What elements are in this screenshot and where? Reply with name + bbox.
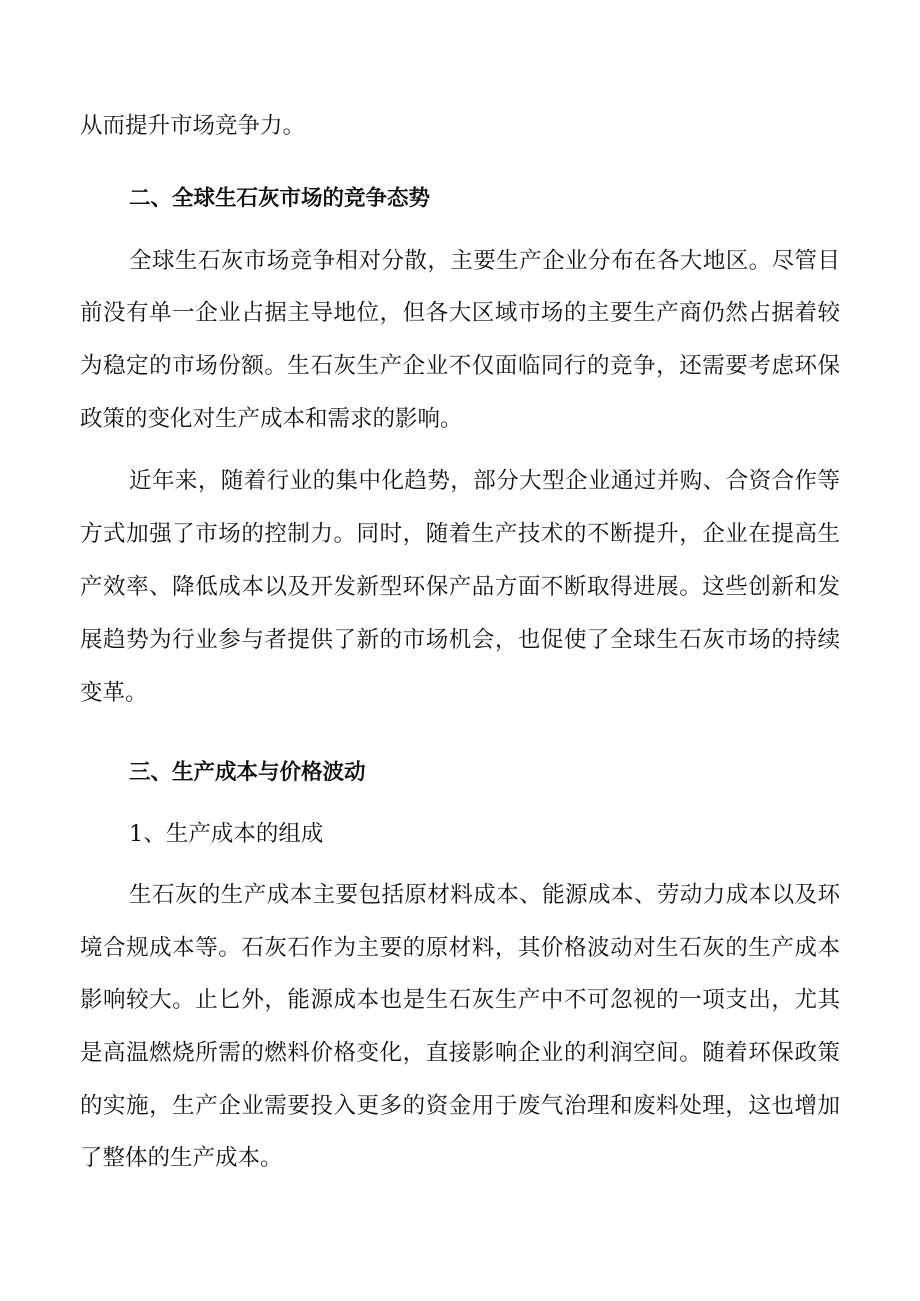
s2-p2-line-3: 产效率、降低成本以及开发新型环保产品方面不断取得进展。这些创新和发 xyxy=(80,574,840,600)
s2-p2-line-4: 展趋势为行业参与者提供了新的市场机会，也促使了全球生石灰市场的持续 xyxy=(80,627,840,653)
s2-p2-line-2: 方式加强了市场的控制力。同时，随着生产技术的不断提升，企业在提高生 xyxy=(80,521,840,547)
intro-line: 从而提升市场竞争力。 xyxy=(80,113,306,139)
section-2-heading: 二、全球生石灰市场的竞争态势 xyxy=(129,186,431,211)
s3-p1-line-4: 是高温燃烧所需的燃料价格变化，直接影响企业的利润空间。随着环保政策 xyxy=(80,1040,840,1066)
s2-p1-line-1: 全球生石灰市场竞争相对分散，主要生产企业分布在各大地区。尽管目 xyxy=(129,248,840,274)
s2-p2-line-1: 近年来，随着行业的集中化趋势，部分大型企业通过并购、合资合作等 xyxy=(129,468,840,494)
section-3-heading: 三、生产成本与价格波动 xyxy=(129,760,366,785)
s3-p1-line-5: 的实施，生产企业需要投入更多的资金用于废气治理和废料处理，这也增加 xyxy=(80,1093,840,1119)
s3-p1-line-3: 影响较大。止匕外，能源成本也是生石灰生产中不可忽视的一项支出，尤其 xyxy=(80,987,840,1013)
s2-p1-line-2: 前没有单一企业占据主导地位，但各大区域市场的主要生产商仍然占据着较 xyxy=(80,300,840,326)
s3-p1-line-1: 生石灰的生产成本主要包括原材料成本、能源成本、劳动力成本以及环 xyxy=(129,882,840,908)
s3-p1-line-2: 境合规成本等。石灰石作为主要的原材料，其价格波动对生石灰的生产成本 xyxy=(80,935,840,961)
section-3-subheading: 1、生产成本的组成 xyxy=(129,821,324,847)
s2-p2-line-5: 变革。 xyxy=(80,680,148,706)
s3-p1-line-6: 了整体的生产成本。 xyxy=(80,1145,283,1171)
s2-p1-line-3: 为稳定的市场份额。生石灰生产企业不仅面临同行的竞争，还需要考虑环保 xyxy=(80,353,840,379)
s2-p1-line-4: 政策的变化对生产成本和需求的影响。 xyxy=(80,406,463,432)
